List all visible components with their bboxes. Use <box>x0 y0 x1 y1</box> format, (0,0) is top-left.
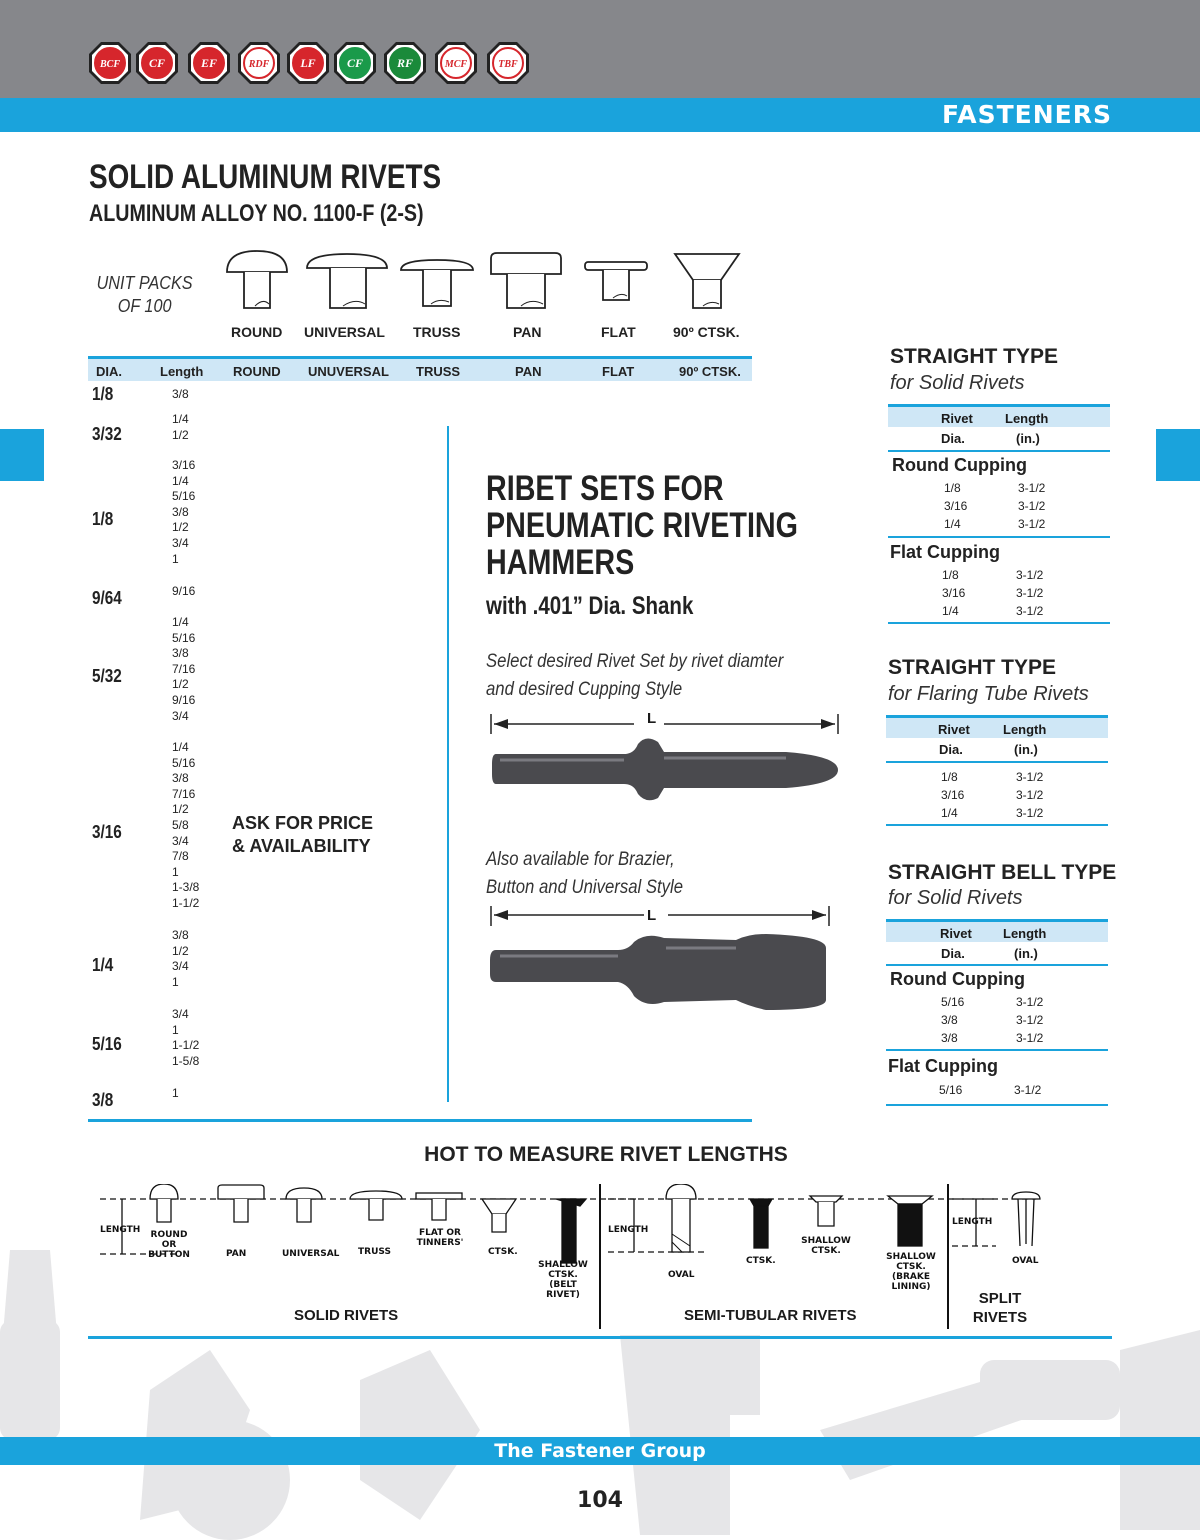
cell: 5/16 <box>941 995 965 1009</box>
head-length: Length <box>1003 926 1047 941</box>
rule <box>888 622 1110 624</box>
shape-label-flat: FLAT <box>601 324 636 340</box>
length-value: 3/8 <box>172 771 189 786</box>
cell: 3-1/2 <box>1016 806 1044 820</box>
rivet-sets-title-line-3: HAMMERS <box>486 543 635 582</box>
length-list <box>172 412 189 443</box>
svg-text:EF: EF <box>200 56 218 70</box>
length-list <box>172 1007 199 1069</box>
head-dia: Dia. <box>941 946 965 961</box>
dia-value: 1/8 <box>92 384 114 404</box>
length-value: 1 <box>172 974 179 989</box>
dia-value: 3/32 <box>92 423 122 444</box>
length-value: 3/4 <box>172 833 189 848</box>
price-note <box>232 812 373 858</box>
length-value: 1-5/8 <box>172 1053 200 1068</box>
dia-value: 9/64 <box>92 587 122 608</box>
header-bar <box>0 0 1200 98</box>
shallow-belt-label: SHALLOW CTSK. (BELT RIVET) <box>538 1260 588 1300</box>
length-value: 5/16 <box>172 630 196 645</box>
length-value: 1-1/2 <box>172 1038 200 1053</box>
unit-packs-line-2: OF 100 <box>117 296 172 316</box>
shape-label-round: ROUND <box>231 324 283 340</box>
length-value: 3/8 <box>172 928 189 942</box>
length-value: 1-3/8 <box>172 880 200 895</box>
semi-ctsk-label: CTSK. <box>746 1256 776 1266</box>
length-value: 1/4 <box>172 615 189 629</box>
page-subtitle: ALUMINUM ALLOY NO. 1100-F (2-S) <box>89 200 424 227</box>
measure-title: HOT TO MEASURE RIVET LENGTHS <box>424 1143 788 1166</box>
round-cupping-label: Round Cupping <box>890 969 1025 989</box>
dia-value: 1/8 <box>92 508 114 529</box>
length-value: 1/2 <box>172 802 189 817</box>
straight-solid-subtitle: for Solid Rivets <box>890 372 1025 394</box>
length-value: 7/16 <box>172 661 196 676</box>
head-dia: Dia. <box>941 431 965 446</box>
col-truss: TRUSS <box>416 364 461 379</box>
rdf-logo <box>237 41 281 85</box>
length-value: 5/8 <box>172 817 189 832</box>
length-value: 3/4 <box>172 1007 189 1021</box>
unit-packs-note <box>96 272 193 318</box>
length-value: 1-1/2 <box>172 895 200 910</box>
cf-logo <box>135 41 179 85</box>
tbf-logo <box>486 41 530 85</box>
svg-text:CF: CF <box>346 56 364 70</box>
svg-text:RF: RF <box>396 56 414 70</box>
mcf-logo <box>434 41 478 85</box>
solid-rivets-label: SOLID RIVETS <box>294 1307 399 1324</box>
cell: 3-1/2 <box>1016 995 1044 1009</box>
length-value: 1/4 <box>172 740 189 754</box>
straight-rivet-set-drawing <box>486 712 846 812</box>
cell: 1/4 <box>941 806 958 820</box>
cell: 3-1/2 <box>1016 788 1044 802</box>
length-value: 1 <box>172 864 179 879</box>
svg-text:BCF: BCF <box>99 59 121 70</box>
length-value: 9/16 <box>172 692 196 707</box>
length-label-1: L <box>647 710 657 727</box>
length-list <box>172 1086 179 1102</box>
length-value: 1/2 <box>172 520 189 535</box>
length-label: LENGTH <box>100 1225 141 1235</box>
ef-logo <box>187 41 231 85</box>
semi-tubular-label: SEMI-TUBULAR RIVETS <box>684 1307 857 1324</box>
select-note-line-2: and desired Cupping Style <box>486 679 683 700</box>
shallow-label: SHALLOW CTSK. <box>801 1236 851 1256</box>
head-rivet: Rivet <box>938 722 970 737</box>
col-dia: DIA. <box>96 364 122 379</box>
svg-text:LF: LF <box>300 56 316 70</box>
length-value: 3/4 <box>172 535 189 550</box>
length-value: 9/16 <box>172 584 196 598</box>
page-number: 104 <box>577 1488 623 1513</box>
length-value: 3/4 <box>172 959 189 974</box>
price-note-line-1: ASK FOR PRICE <box>232 813 374 833</box>
flat-label: FLAT OR TINNERS' <box>416 1228 464 1248</box>
col-pan: PAN <box>515 364 542 379</box>
rule <box>888 536 1110 538</box>
head-rivet: Rivet <box>941 411 973 426</box>
dia-value: 5/32 <box>92 665 122 686</box>
straight-tube-head <box>886 715 1108 738</box>
universal-label: UNIVERSAL <box>282 1249 340 1259</box>
head-length: Length <box>1003 722 1047 737</box>
shape-label-truss: TRUSS <box>413 324 461 340</box>
shallow-brake-label: SHALLOW CTSK. (BRAKE LINING) <box>886 1252 936 1292</box>
flat-cupping-label: Flat Cupping <box>888 1056 998 1076</box>
unit-packs-line-1: UNIT PACKS <box>96 273 193 293</box>
head-in: (in.) <box>1016 431 1040 446</box>
cell: 1/8 <box>942 568 959 582</box>
length-value: 5/16 <box>172 755 196 770</box>
length-value: 1/4 <box>172 412 189 426</box>
length-value: 7/8 <box>172 849 189 864</box>
col-flat: FLAT <box>602 364 635 379</box>
length-list <box>172 928 189 990</box>
cell: 1/4 <box>944 517 961 531</box>
svg-text:RDF: RDF <box>248 59 270 70</box>
svg-text:TBF: TBF <box>498 59 518 70</box>
dia-value: 3/16 <box>92 821 122 842</box>
svg-text:MCF: MCF <box>444 59 468 70</box>
cell: 3/8 <box>941 1031 958 1045</box>
also-note-line-2: Button and Universal Style <box>486 877 684 898</box>
rivet-sets-title-line-2: PNEUMATIC RIVETING <box>486 506 798 545</box>
cell: 3/8 <box>941 1013 958 1027</box>
bell-solid-subtitle: for Solid Rivets <box>888 887 1023 909</box>
pan-label: PAN <box>226 1249 247 1259</box>
shape-label-universal: UNIVERSAL <box>304 324 385 340</box>
col-universal: UNUVERSAL <box>308 364 389 379</box>
bell-solid-head <box>886 919 1108 942</box>
rivet-sets-title <box>486 470 798 581</box>
rivet-table-header <box>88 356 752 381</box>
rivet-head-shapes <box>215 248 755 320</box>
length-list <box>172 740 199 912</box>
lf-logo <box>286 41 330 85</box>
shape-label-ctsk: 90º CTSK. <box>673 324 740 340</box>
also-available-note <box>486 846 683 902</box>
length-list <box>172 584 195 600</box>
length-label-semi: LENGTH <box>608 1225 649 1235</box>
shape-label-pan: PAN <box>513 324 542 340</box>
cell: 3-1/2 <box>1014 1083 1042 1097</box>
dia-value: 3/8 <box>92 1089 114 1110</box>
head-in: (in.) <box>1014 946 1038 961</box>
length-list <box>172 615 195 724</box>
flat-cupping-label: Flat Cupping <box>890 542 1000 562</box>
select-note <box>486 648 783 704</box>
length-value: 3/4 <box>172 708 189 723</box>
cell: 1/8 <box>941 770 958 784</box>
cell: 3-1/2 <box>1018 481 1046 495</box>
length-label-2: L <box>647 907 657 924</box>
length-list <box>172 458 195 567</box>
length-value: 3/8 <box>172 387 189 401</box>
rivet-sets-title-line-1: RIBET SETS FOR <box>486 469 724 508</box>
col-ctsk: 90º CTSK. <box>679 364 741 379</box>
dia-value: 1/4 <box>92 955 114 976</box>
length-value: 1 <box>172 551 179 566</box>
rivet-sets-shank: with .401” Dia. Shank <box>486 592 694 620</box>
cell: 3-1/2 <box>1016 1031 1044 1045</box>
select-note-line-1: Select desired Rivet Set by rivet diamter <box>486 651 784 672</box>
split-oval-label: OVAL <box>1012 1256 1039 1266</box>
head-in: (in.) <box>1014 742 1038 757</box>
truss-label: TRUSS <box>358 1247 391 1257</box>
length-value: 1/2 <box>172 677 189 692</box>
cell: 1/8 <box>944 481 961 495</box>
length-list <box>172 387 189 403</box>
length-value: 1 <box>172 1086 179 1100</box>
straight-tube-title: STRAIGHT TYPE <box>888 656 1057 679</box>
page-title: SOLID ALUMINUM RIVETS <box>89 158 442 196</box>
dia-value: 5/16 <box>92 1034 122 1055</box>
straight-solid-head <box>888 404 1110 427</box>
length-value: 1 <box>172 1022 179 1037</box>
cell: 5/16 <box>939 1083 963 1097</box>
cell: 3-1/2 <box>1016 770 1044 784</box>
bell-rivet-set-drawing <box>486 904 846 1014</box>
length-value: 1/4 <box>172 473 189 488</box>
cf-green-logo <box>333 41 377 85</box>
length-value: 1/2 <box>172 427 189 442</box>
head-dia: Dia. <box>939 742 963 757</box>
left-edge-tab <box>0 429 44 481</box>
cell: 3/16 <box>942 586 966 600</box>
rule <box>886 761 1108 763</box>
straight-solid-title: STRAIGHT TYPE <box>890 345 1059 368</box>
cell: 3-1/2 <box>1016 604 1044 618</box>
rule <box>886 824 1108 826</box>
svg-text:CF: CF <box>148 56 166 70</box>
round-cupping-label: Round Cupping <box>892 455 1027 475</box>
round-label: ROUND OR BUTTON <box>148 1230 190 1260</box>
bcf-logo <box>88 41 132 85</box>
also-note-line-1: Also available for Brazier, <box>486 849 675 870</box>
length-value: 3/16 <box>172 458 196 472</box>
cell: 3-1/2 <box>1016 586 1044 600</box>
col-round: ROUND <box>233 364 281 379</box>
length-value: 1/2 <box>172 943 189 958</box>
cell: 3/16 <box>941 788 965 802</box>
ctsk-label: CTSK. <box>488 1247 518 1257</box>
rule <box>886 1049 1108 1051</box>
rivet-table-bottom-rule <box>88 1119 752 1122</box>
section-label: FASTENERS <box>942 100 1112 129</box>
rf-logo <box>383 41 427 85</box>
right-edge-tab <box>1156 429 1200 481</box>
length-value: 5/16 <box>172 489 196 504</box>
head-rivet: Rivet <box>940 926 972 941</box>
oval-label: OVAL <box>668 1270 695 1280</box>
price-note-line-2: & AVAILABILITY <box>232 836 371 856</box>
straight-tube-subtitle: for Flaring Tube Rivets <box>888 683 1089 705</box>
cell: 3-1/2 <box>1016 1013 1044 1027</box>
measure-diagram <box>96 1184 1116 1334</box>
footer-text: The Fastener Group <box>494 1440 706 1462</box>
measure-bottom-rule <box>88 1336 1112 1339</box>
length-value: 3/8 <box>172 504 189 519</box>
vertical-divider <box>447 426 449 1102</box>
length-value: 7/16 <box>172 786 196 801</box>
head-length: Length <box>1005 411 1049 426</box>
length-label-split: LENGTH <box>952 1217 993 1227</box>
split-rivets-label: SPLIT RIVETS <box>972 1290 1028 1326</box>
cell: 3-1/2 <box>1016 568 1044 582</box>
rule <box>886 1104 1108 1106</box>
col-length: Length <box>160 364 204 379</box>
rule <box>886 964 1108 966</box>
bell-solid-title: STRAIGHT BELL TYPE <box>888 861 1117 884</box>
length-value: 3/8 <box>172 646 189 661</box>
cell: 1/4 <box>942 604 959 618</box>
cell: 3/16 <box>944 499 968 513</box>
rule <box>888 450 1110 452</box>
cell: 3-1/2 <box>1018 517 1046 531</box>
cell: 3-1/2 <box>1018 499 1046 513</box>
